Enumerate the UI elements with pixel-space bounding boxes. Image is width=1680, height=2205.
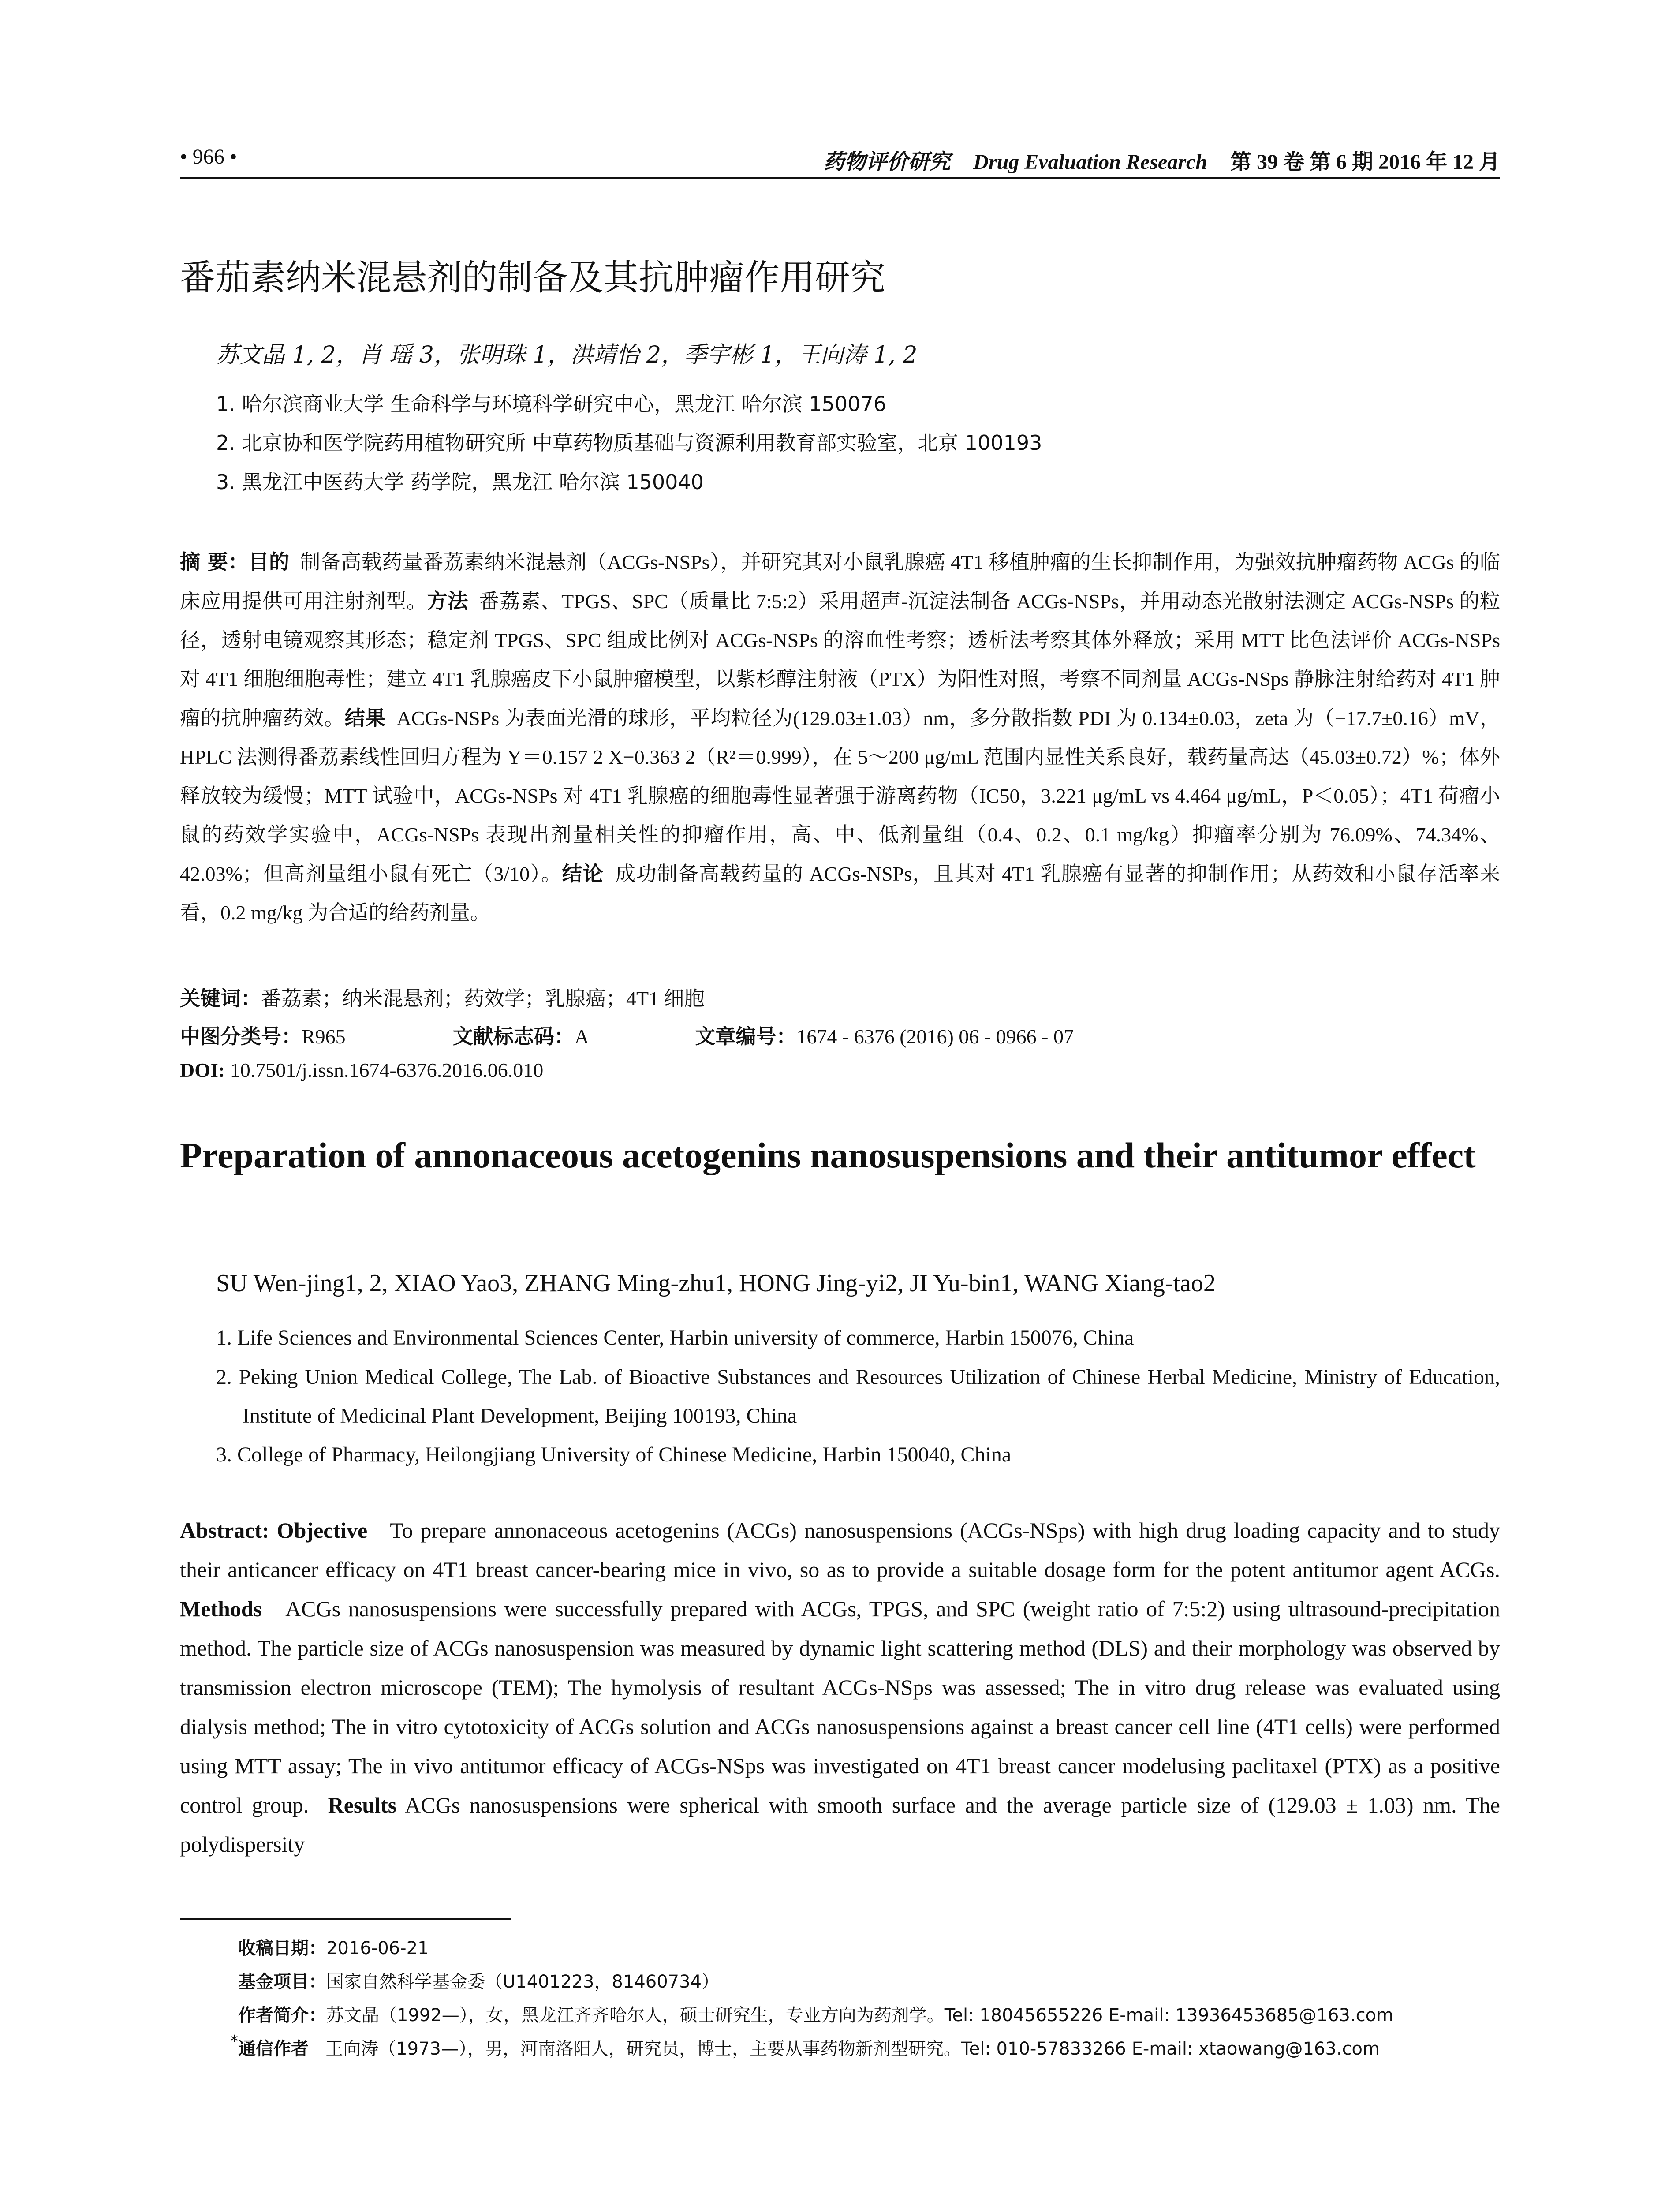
doi-line [180,1058,543,1082]
methods-text: 番荔素、TPGS、SPC（质量比 7:5:2）采用超声-沉淀法制备 ACGs-NSPs，并用动态光散射法测定 ACGs-NSPs 的粒径，透射电镜观察其形态；稳定剂 TPGS、SPC 组成比例对 ACGs-NSPs 的溶血性考察；透析法考察其体外释放；采用 MTT 比色法评价 ACGs-NSPs 对 4T1 细胞细胞毒性；建立 4T1 乳腺癌皮下小鼠肿瘤模型，以紫杉醇注射液（PTX）为阳性对照，考察不同剂量 ACGs-NSps 静脉注射给药对 4T1 肿瘤的抗肿瘤药效。 [180,590,1501,729]
abstract-cn-label: 摘 要： [180,550,249,574]
page-number: • 966 • [180,145,237,168]
doc-code-label: 文献标志码： [452,1024,575,1048]
affiliation-cn-3: 3. 黑龙江中医药大学 药学院，黑龙江 哈尔滨 150040 [216,470,704,494]
running-header [180,140,1500,180]
clc-value: R965 [302,1025,346,1048]
footnote-author: 作者简介：苏文晶（1992—），女，黑龙江齐齐哈尔人，硕士研究生，专业方向为药剂学。Tel: 18045655226 E-mail: 13936453685@163.com [238,2005,1394,2026]
abstract-en [180,1511,1500,1864]
article-no-value: 1674 - 6376 (2016) 06 - 0966 - 07 [796,1025,1074,1048]
abstract-en-methods: ACGs nanosuspensions were successfully prepared with ACGs, TPGS, and SPC (weight ratio of 7:5:2) using ultrasound-precipitation method. The particle size of ACGs nanosuspension was measured by dynamic light scattering method (DLS) and their morphology was observed by transmission electron microscope (TEM); The hymolysis of resultant ACGs-NSps was assessed; The in vitro drug release was evaluated using dialysis method; The in vitro cytotoxicity of ACGs solution and ACGs nanosuspensions against a breast cancer cell line (4T1 cells) were performed using MTT assay; The in vivo antitumor efficacy of ACGs-NSps was investigated on 4T1 breast cancer modelusing paclitaxel (PTX) as a positive control group. [180,1596,1501,1817]
affiliation-en-2: 2. Peking Union Medical College, The Lab. of Bioactive Substances and Resources Utilization of Chinese Herbal Medicine, Ministry of Education, Institute of Medicinal Plant Development, Beijing 100193, China [216,1365,1500,1428]
abstract-en-methods-label: Methods [180,1596,262,1621]
journal-name-en: Drug Evaluation Research [973,150,1207,174]
affiliation-cn-1: 1. 哈尔滨商业大学 生命科学与环境科学研究中心，黑龙江 哈尔滨 150076 [216,392,886,416]
header-rule [180,177,1500,179]
doi-value: 10.7501/j.issn.1674-6376.2016.06.010 [230,1059,544,1081]
journal-info [823,145,1500,175]
conclusion-text: 成功制备高载药量的 ACGs-NSPs，且其对 4T1 乳腺癌有显著的抑制作用；从药效和小鼠存活率来看，0.2 mg/kg 为合适的给药剂量。 [180,863,1500,924]
keywords-cn [180,983,705,1012]
affiliation-cn-2: 2. 北京协和医学院药用植物研究所 中草药物质基础与资源利用教育部实验室，北京 100193 [216,431,1042,455]
footnote-received: 收稿日期：2016-06-21 [238,1938,429,1958]
footnote-corresponding: * 通信作者 王向涛（1973—），男，河南洛阳人，研究员，博士，主要从事药物新剂型研究。Tel: 010-57833266 E-mail: xtaowang@163.com [230,2032,1380,2059]
results-text: ACGs-NSPs 为表面光滑的球形，平均粒径为(129.03±1.03）nm，多分散指数 PDI 为 0.134±0.03，zeta 为（−17.7±0.16）mV，HPLC 法测得番荔素线性回归方程为 Y＝0.157 2 X−0.363 2（R²＝0.999），在 5～200 μg/mL 范围内显性关系良好，载药量高达（45.03±0.72）%；体外释放较为缓慢；MTT 试验中，ACGs-NSPs 对 4T1 乳腺癌的细胞毒性显著强于游离药物（IC50，3.221 μg/mL vs 4.464 μg/mL，P＜0.05）；4T1 荷瘤小鼠的药效学实验中，ACGs-NSPs 表现出剂量相关性的抑瘤作用，高、中、低剂量组（0.4、0.2、0.1 mg/kg）抑瘤率分别为 76.09%、74.34%、42.03%；但高剂量组小鼠有死亡（3/10）。 [180,707,1501,885]
objective-label: 目的 [248,550,290,574]
classification-line [180,1020,1074,1050]
footnote-rule [180,1918,511,1920]
abstract-en-results-label: Results [328,1793,397,1817]
issue-info: 第 39 卷 第 6 期 2016 年 12 月 [1230,150,1500,174]
objective-text: 制备高载药量番荔素纳米混悬剂（ACGs-NSPs），并研究其对小鼠乳腺癌 4T1 移植肿瘤的生长抑制作用，为强效抗肿瘤药物 ACGs 的临床应用提供可用注射剂型。 [180,551,1501,613]
title-cn: 番茄素纳米混悬剂的制备及其抗肿瘤作用研究 [180,257,885,298]
doc-code-value: A [574,1025,588,1048]
results-label: 结果 [344,706,386,730]
authors-cn: 苏文晶 1, 2，肖 瑶 3，张明珠 1，洪靖怡 2，季宇彬 1，王向涛 1, 2 [216,342,918,368]
doi-label: DOI: [180,1059,225,1081]
methods-label: 方法 [427,589,468,613]
corresponding-star: * [230,2032,238,2050]
clc-label: 中图分类号： [180,1024,302,1048]
article-no-label: 文章编号： [695,1024,797,1048]
conclusion-label: 结论 [562,862,604,886]
keywords-label: 关键词： [180,987,261,1010]
abstract-en-results: ACGs nanosuspensions were spherical with smooth surface and the average particle size of (129.03 ± 1.03) nm. The polydispersity [180,1793,1500,1857]
affiliation-en-1: 1. Life Sciences and Environmental Sciences Center, Harbin university of commerce, Harbin 150076, China [216,1326,1134,1349]
affiliation-en-3: 3. College of Pharmacy, Heilongjiang University of Chinese Medicine, Harbin 150040, China [216,1443,1012,1466]
authors-en: SU Wen-jing1, 2, XIAO Yao3, ZHANG Ming-zhu1, HONG Jing-yi2, JI Yu-bin1, WANG Xiang-tao2 [216,1270,1216,1297]
abstract-cn [180,542,1500,932]
abstract-en-objective: To prepare annonaceous acetogenins (ACGs) nanosuspensions (ACGs-NSps) with high drug loading capacity and to study their anticancer efficacy on 4T1 breast cancer-bearing mice in vivo, so as to provide a suitable dosage form for the potent antitumor agent ACGs. [180,1518,1500,1582]
footnote-fund: 基金项目：国家自然科学基金委（U1401223，81460734） [238,1972,720,1992]
keywords-value: 番荔素；纳米混悬剂；药效学；乳腺癌；4T1 细胞 [261,987,705,1010]
title-en: Preparation of annonaceous acetogenins nanosuspensions and their antitumor effect [180,1135,1476,1175]
journal-logo: 药物评价研究 [823,149,951,174]
abstract-en-label: Abstract: Objective [180,1518,368,1543]
